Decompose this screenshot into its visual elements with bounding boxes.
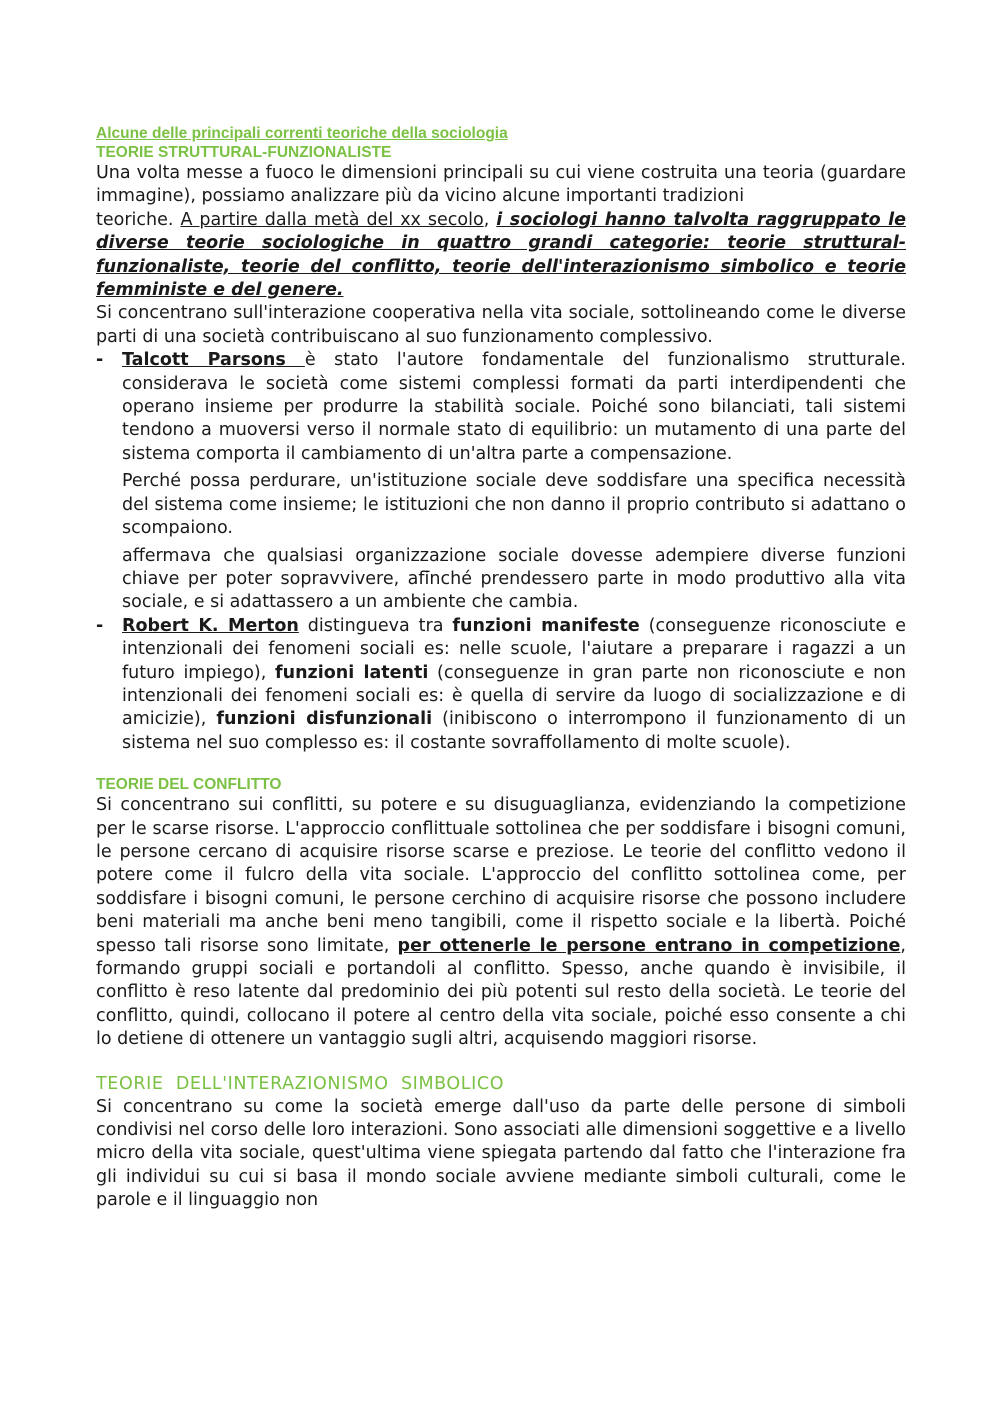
conflitto-paragraph: Si concentrano sui conflitti, su potere e su disuguaglianza, evidenziando la competizione per le scarse risorse. L'approccio conflittuale sottolinea che per soddisfare i bisogni comuni, le persone cercano di acquisire risorse scarse e preziose. Le teorie del conflitto vedono il potere come il fulcro della vita sociale. L'approccio del conflitto sottolinea come, per soddisfare i bisogni comuni, le persone cerchino di acquisire risorse che possono includere beni materiali ma anche beni meno tangibili, come il rispetto sociale e la libertà. Poiché spesso tali risorse sono limitate, per ottenerle le persone entrano in competizione, formando gruppi sociali e portandoli al conflitto. Spesso, anche quando è invisibile, il conflitto è reso latente dal predominio dei più potenti sul resto della società. Le teorie del conflitto, quindi, collocano il potere al centro della vita sociale, poiché esso consente a chi lo detiene di ottenere un vantaggio sugli altri, acquisendo maggiori risorse. <box>96 795 906 1050</box>
intro-paragraph <box>96 162 906 302</box>
bullet-dash: - <box>96 350 104 371</box>
intro-teoriche: teoriche. <box>96 209 181 230</box>
intro-comma: , <box>483 209 497 230</box>
parsons-text-1: è stato l'autore fondamentale del funzionalismo strutturale. considerava le società come sistemi complessi formati da parti interdipendenti che operano insieme per produrre la stabilità sociale. Poiché sono bilanciati, tali sistemi tendono a muoversi verso il normale stato di equilibrio: un mutamento di una parte del sistema comporta il cambiamento di un'altra parte a compensazione. <box>122 350 906 464</box>
section-heading-interazionismo: TEORIE DELL'INTERAZIONISMO SIMBOLICO <box>96 1073 505 1094</box>
parsons-name: Talcott Parsons <box>122 350 305 371</box>
document-title: Alcune delle principali correnti teoriche della sociologia <box>96 125 508 142</box>
struttural-description: Si concentrano sull'interazione cooperativa nella vita sociale, sottolineando come le diverse parti di una società contribuiscano al suo funzionamento complessivo. <box>96 303 906 347</box>
merton-name: Robert K. Merton <box>122 615 299 636</box>
interazionismo-paragraph: Si concentrano su come la società emerge dall'uso da parte delle persone di simboli condivisi nel corso delle loro interazioni. Sono associati alle dimensioni soggettive e a livello micro della vita sociale, quest'ultima viene spiegata partendo dal fatto che l'interazione fra gli individui su cui si basa il mondo sociale avviene mediante simboli culturali, come le parole e il linguaggio non <box>96 1096 906 1211</box>
parsons-paragraph-2: Perché possa perdurare, un'istituzione sociale deve soddisfare una specifica necessità del sistema come insieme; le istituzioni che non danno il proprio contributo si adattano o scompaiono. <box>122 471 906 539</box>
conflitto-emphasis: per ottenerle le persone entrano in competizione <box>397 935 901 956</box>
term-funzioni-latenti: funzioni latenti <box>275 662 429 683</box>
document-content <box>96 124 906 1213</box>
section-heading-strutturali: TEORIE STRUTTURAL-FUNZIONALISTE <box>96 144 392 161</box>
intro-text-b <box>96 209 906 303</box>
parsons-paragraph-1 <box>122 349 906 466</box>
term-funzioni-disfunzionali: funzioni disfunzionali <box>216 709 433 730</box>
intro-underlined-phrase: A partire dalla metà del xx secolo <box>180 209 484 230</box>
parsons-paragraph-3: affermava che qualsiasi organizzazione sociale dovesse adempiere diverse funzioni chiave per poter sopravvivere, afi̇̄nché prendessero parte in modo produttivo alla vita sociale, e si adattassero a un ambiente che cambia. <box>122 545 906 613</box>
intro-emphasis: i sociologi hanno talvolta raggruppato le diverse teorie sociologiche in quattro grandi categorie: teorie struttural-funzionaliste, teorie del conflitto, teorie dell'interazionismo simbolico e teorie femministe e del genere. <box>96 209 906 301</box>
merton-paragraph: Robert K. Merton distingueva tra funzioni manifeste (conseguenze riconosciute e intenzionali dei fenomeni sociali es: nelle scuole, l'aiutare a preparare i ragazzi a un futuro impiego), funzioni latenti (conseguenze in gran parte non riconosciute e non intenzionali dei fenomeni sociali es: è quella di servire da luogo di socializzazione e di amicizie), funzioni disfunzionali (inibiscono o interrompono il funzionamento di un sistema nel suo complesso es: il costante sovraffollamento di molte scuole). <box>122 615 907 753</box>
term-funzioni-manifeste: funzioni manifeste <box>452 615 640 636</box>
section-heading-conflitto: TEORIE DEL CONFLITTO <box>96 776 282 794</box>
list-item-merton <box>96 615 906 755</box>
list-item-parsons <box>96 349 906 614</box>
intro-text-a: Una volta messe a fuoco le dimensioni principali su cui viene costruita una teoria (guardare immagine), possiamo analizzare più da vicino alcune importanti tradizioni <box>96 163 906 207</box>
bullet-dash: - <box>96 615 104 636</box>
